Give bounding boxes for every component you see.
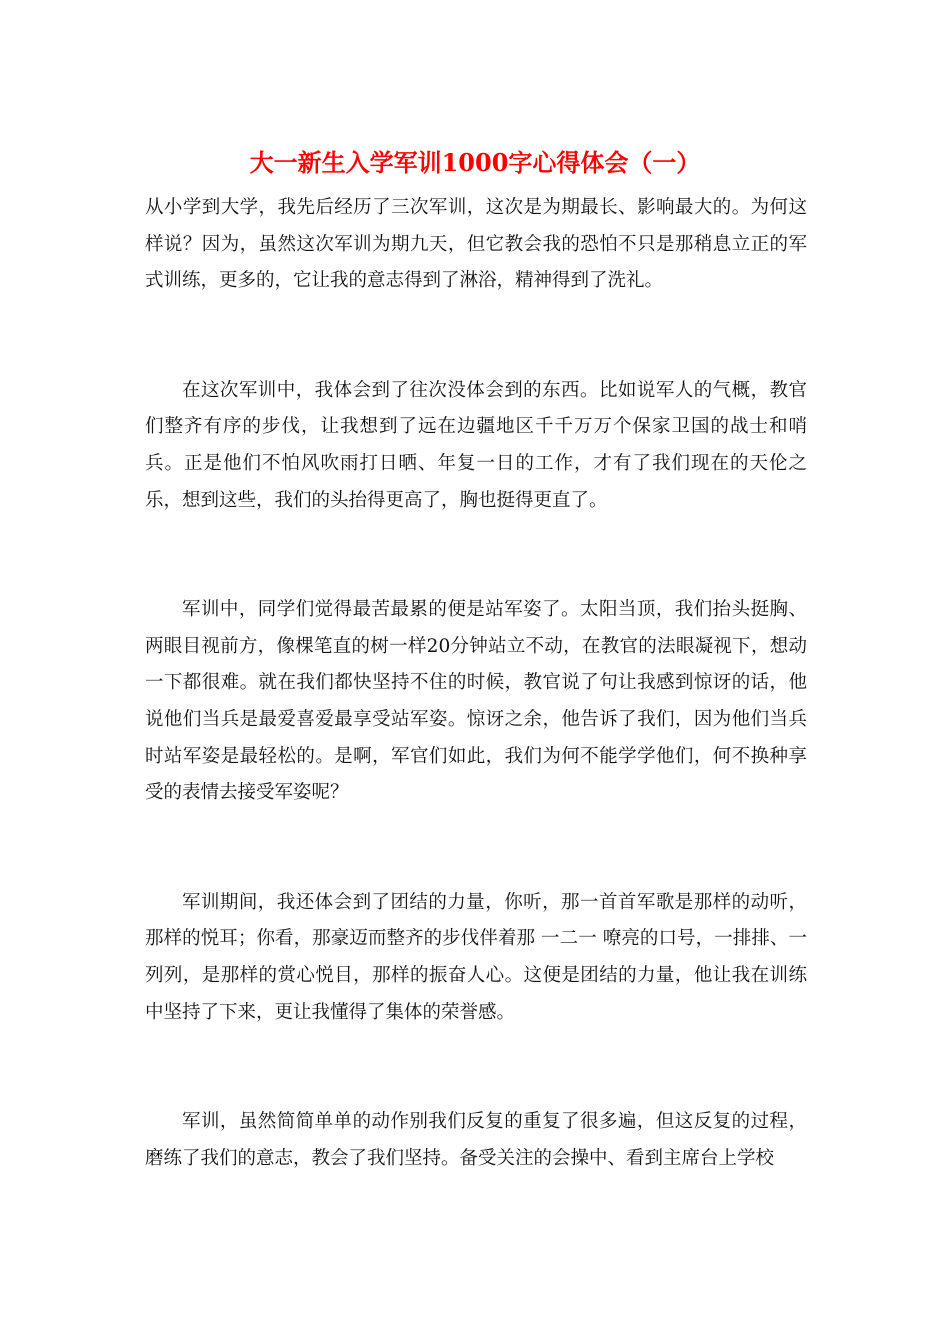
document-body <box>145 190 807 1177</box>
document-title: 大一新生入学军训1000字心得体会（一） <box>249 148 701 177</box>
paragraph-gap <box>145 1031 807 1104</box>
paragraph-gap <box>145 812 807 885</box>
paragraph-gap <box>145 519 807 592</box>
paragraph-gap <box>145 300 807 373</box>
paragraph-5: 军训，虽然简简单单的动作别我们反复的重复了很多遍，但这反复的过程，磨练了我们的意志，教会了我们坚持。备受关注的会操中、看到主席台上学校 <box>145 1111 807 1169</box>
paragraph-1: 从小学到大学，我先后经历了三次军训，这次是为期最长、影响最大的。为何这样说？因为，虽然这次军训为期九天，但它教会我的恐怕不只是那稍息立正的军式训练，更多的，它让我的意志得到了淋浴，精神得到了洗礼。 <box>145 197 807 292</box>
paragraph-2: 在这次军训中，我体会到了往次没体会到的东西。比如说军人的气概，教官们整齐有序的步伐，让我想到了远在边疆地区千千万万个保家卫国的战士和哨兵。正是他们不怕风吹雨打日晒、年复一日的工作，才有了我们现在的天伦之乐，想到这些，我们的头抬得更高了，胸也挺得更直了。 <box>145 379 807 511</box>
paragraph-3: 军训中，同学们觉得最苦最累的便是站军姿了。太阳当顶，我们抬头挺胸、两眼目视前方，像棵笔直的树一样20分钟站立不动，在教官的法眼凝视下，想动一下都很难。就在我们都快坚持不住的时候，教官说了句让我感到惊讶的话，他说他们当兵是最爱喜爱最享受站军姿。惊讶之余，他告诉了我们，因为他们当兵时站军姿是最轻松的。是啊，军官们如此，我们为何不能学学他们，何不换种享受的表情去接受军姿呢？ <box>145 599 807 804</box>
paragraph-4: 军训期间，我还体会到了团结的力量，你听，那一首首军歌是那样的动听，那样的悦耳；你看，那豪迈而整齐的步伐伴着那 一二一 嘹亮的口号，一排排、一列列，是那样的赏心悦目，那样的振奋人心。这便是团结的力量，他让我在训练中坚持了下来，更让我懂得了集体的荣誉感。 <box>145 891 807 1023</box>
